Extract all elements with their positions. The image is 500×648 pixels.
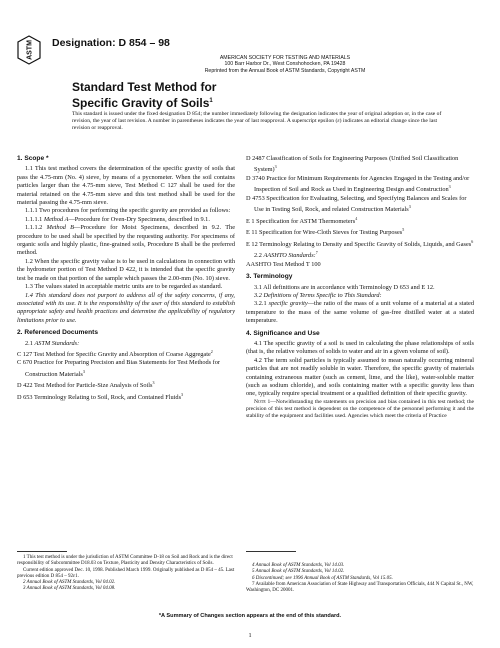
document-title	[72, 80, 216, 110]
page-number: 1	[248, 632, 252, 639]
ref-d3740: D 3740 Practice for Minimum Requirements for Agencies Engaged in the Testing and/or Inspection of Soil and Rock as Used in Engineering Design and Construction$^3$	[246, 174, 470, 194]
para-3-1: 3.1 All definitions are in accordance with Terminology D 653 and E 12.	[254, 283, 435, 291]
para-3-2-1: 3.2.1 specific gravity—the ratio of the mass of a unit volume of a material at a stated temperature to the mass of the same volume of gas-free distilled water at a stated temperature.	[246, 300, 474, 325]
ref-aashto-t100: AASHTO Test Method T 100	[246, 260, 321, 268]
section-referenced-docs-heading: 2. Referenced Documents	[17, 329, 98, 337]
ref-d653: D 653 Terminology Relating to Soil, Rock, and Contained Fluids$^3$	[17, 391, 184, 401]
para-2-1: 2.1 ASTM Standards:	[25, 339, 80, 347]
section-significance-heading: 4. Significance and Use	[246, 329, 320, 337]
logo-text: ASTM	[26, 40, 34, 60]
title-line-1: Standard Test Method for	[72, 80, 217, 94]
publisher-block	[0, 55, 500, 74]
footnote-5: 5 Annual Book of ASTM Standards, Vol 14.02.	[252, 569, 345, 575]
publisher-address: 100 Barr Harbor Dr., West Conshohocken, PA 19428	[224, 61, 346, 68]
footnote-2: 2 Annual Book of ASTM Standards, Vol 04.02.	[23, 580, 116, 586]
para-3-2: 3.2 Definitions of Terms Specific to This Standard:	[254, 291, 382, 299]
ref-c670: C 670 Practice for Preparing Precision and Bias Statements for Test Methods for Construction Materials$^3$	[17, 359, 221, 378]
footnote-4: 4 Annual Book of ASTM Standards, Vol 14.03.	[252, 563, 345, 568]
footnote-6: 6 Discontinued; see 1996 Annual Book of ASTM Standards, Vol 15.05.	[252, 575, 393, 581]
ref-d4753: D 4753 Specification for Evaluating, Selecting, and Specifying Balances and Scales for Use in Testing Soil, Rock, and related Construction Materials$^3$	[246, 194, 467, 214]
right-column	[246, 155, 474, 420]
ref-e1: E 1 Specification for ASTM Thermometers$^4$	[246, 215, 358, 225]
preamble: This standard is issued under the fixed designation D 854; the number immediately following the designation indicates the year of original adoption or, in the case of revision, the year of last revision. A number in parentheses indicates the year of last reapproval. A superscript epsilon (ε) indicates an editorial change since the last revision or reapproval.	[72, 111, 442, 132]
ref-d422: D 422 Test Method for Particle-Size Analysis of Soils$^3$	[17, 380, 155, 390]
para-2-2: 2.2 AASHTO Standards:$^7$	[254, 250, 318, 260]
section-terminology-heading: 3. Terminology	[246, 273, 293, 281]
ref-e11: E 11 Specification for Wire-Cloth Sieves for Testing Purposes$^5$	[246, 227, 405, 237]
title-line-2: Specific Gravity of Soils$^1$	[72, 96, 213, 110]
para-1-1-1-2: 1.1.1.2 Method B—Procedure for Moist Specimens, described in 9.2. The procedure to be used shall be specified by the requesting authority. For specimens of organic soils and highly plastic, fine-grained soils, Procedure B shall be the preferred method.	[17, 224, 236, 257]
summary-of-changes-note: *A Summary of Changes section appears at the end of this standard.	[158, 613, 342, 619]
designation: Designation: D 854 – 98	[52, 37, 170, 49]
footnote-rule-right	[246, 551, 296, 552]
left-column	[17, 155, 235, 402]
para-1-1-1-1: 1.1.1.1 Method A—Procedure for Oven-Dry Specimens, described in 9.1.	[25, 215, 210, 223]
footnote-rule-left	[17, 551, 67, 552]
para-4-2: 4.2 The term solid particles is typically assumed to mean naturally occurring mineral particles that are not readily soluble in water. Therefore, the specific gravity of materials containing extraneous matter (such as cement, lime, and the like), water-soluble matter (such as sodium chloride), and soils containing matter with a specific gravity less than one, typically require special treatment or a qualified definition of their specific gravity.	[246, 356, 474, 398]
footnote-3: 3 Annual Book of ASTM Standards, Vol 04.08.	[23, 586, 116, 592]
para-1-1-1: 1.1.1 Two procedures for performing the specific gravity are provided as follows:	[25, 207, 231, 215]
ref-c127: C 127 Test Method for Specific Gravity and Absorption of Coarse Aggregate$^2$	[17, 348, 213, 359]
note-1: Note 1—Notwithstanding the statements on precision and bias contained in this test method; the precision of this test method is dependent on the competence of the personnel performing it and the stability of the equipment and facilities used. Agencies which meet the criteria of Practice	[246, 398, 474, 420]
footnote-edition: Current edition approved Dec. 10, 1998. Published March 1999. Originally published as D 854 – 45. Last previous edition D 854 – 92ε1.	[17, 567, 235, 579]
footnote-7: 7 Available from American Association of State Highway and Transportation Officials, 444 N Capital St., NW, Washington, DC 20001.	[246, 581, 474, 594]
ref-d2487: D 2487 Classification of Soils for Engineering Purposes (Unified Soil Classification System)$^3$	[246, 155, 459, 174]
reprint-note: Reprinted from the Annual Book of ASTM Standards, Copyright ASTM	[204, 67, 366, 74]
para-1-4: 1.4 This standard does not purport to address all of the safety concerns, if any, associated with its use. It is the responsibility of the user of this standard to establish appropriate safety and health practices and determine the applicability of regulatory limitations prior to use.	[17, 291, 235, 324]
para-4-1: 4.1 The specific gravity of a soil is used in calculating the phase relationships of soils (that is, the relative volumes of solids to water and air in a given volume of soil).	[246, 339, 474, 356]
footnotes-right	[246, 563, 474, 594]
footnote-1: 1 This test method is under the jurisdiction of ASTM Committee D-18 on Soil and Rock and is the direct responsibility of Subcommittee D18.03 on Texture, Plasticity and Density Characteristics of Soils.	[17, 555, 233, 567]
ref-e12: E 12 Terminology Relating to Density and Specific Gravity of Solids, Liquids, and Gases$^6$	[246, 238, 474, 248]
publisher-name: AMERICAN SOCIETY FOR TESTING AND MATERIALS	[219, 55, 351, 61]
footnotes-left	[17, 555, 235, 593]
section-scope-heading: 1. Scope *	[17, 155, 49, 162]
para-1-2: 1.2 When the specific gravity value is to be used in calculations in connection with the hydrometer portion of Test Method D 422, it is intended that the specific gravity test be made on that portion of the sample which passes the 2.00-mm (No. 10) sieve.	[17, 257, 235, 282]
para-1-1: 1.1 This test method covers the determination of the specific gravity of soils that pass the 4.75-mm (No. 4) sieve, by means of a pycnometer. When the soil contains particles larger than the 4.75-mm sieve, Test Method C 127 shall be used for the material retained on the 4.75-mm sieve and this test method shall be used for the material passing the 4.75-mm sieve.	[17, 165, 235, 207]
para-1-3: 1.3 The values stated in acceptable metric units are to be regarded as standard.	[25, 283, 223, 291]
